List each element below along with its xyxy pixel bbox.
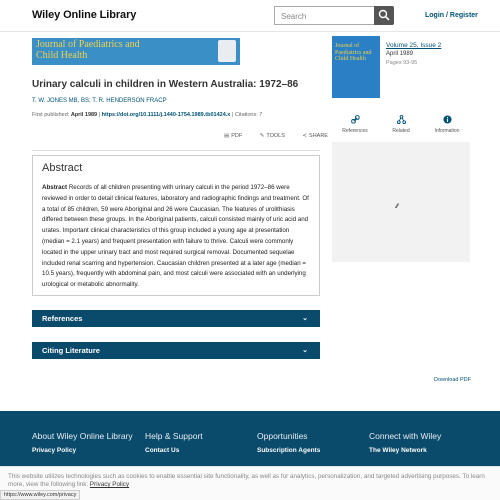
divider [32,150,320,151]
article-tools [224,133,344,139]
pdf-button[interactable]: ▤ PDF [224,133,243,139]
footer-heading-help: Help & Support [145,431,203,441]
publication-info: First published: April 1989 | https://doi.org/10.1111/j.1440-1754.1989.tb01424.x | Citations: 7 [32,112,263,118]
issue-cover-title: Journal of Paediatrics and Child Health [335,43,372,62]
footer-link-subscription-agents[interactable]: Subscription Agents [257,447,321,454]
citations-count[interactable]: Citations: 7 [234,112,263,118]
issue-cover[interactable] [332,36,380,98]
references-accordion[interactable]: References ⌄ [32,310,320,327]
abstract-body: Abstract Records of all children presenting with urinary calculi in the period 1972–86 were reviewed in order to detail clinical features, laboratory and radiographic findings and treatment. Of a total of 85 children, 59 were Aboriginal and 26 were Caucasian. The features of urolithiasis differed between these groups. In the Aboriginal patients, calculi consisted mainly of uric acid and urates. Important clinical characteristics of this group included a young age at presentation (median = 2.1 years) and frequent presentation with failure to thrive. Calculi were commonly located in the upper urinary tract and most required surgical removal. Documented sequelae included renal scarring and hypertension. Caucasian children presented at a later age (median = 10.5 years), frequently with abdominal pain, and most calculi were associated with an underlying urological or metabolic abnormality. [42,184,309,289]
journal-banner-title: Journal of Paediatrics and Child Health [36,39,140,61]
share-button[interactable]: ≺ SHARE [302,133,328,139]
share-icon: ≺ [302,133,308,139]
browser-status-url: https://www.wiley.com/privacy [0,490,80,500]
info-icon [443,115,452,124]
loading-spinner-icon: ⁄⁄⁄⁄ [396,204,399,210]
wrench-icon: ✎ [259,133,265,139]
footer-heading-about: About Wiley Online Library [32,431,133,441]
side-tabs [332,115,470,138]
issue-date: April 1989 [386,51,414,57]
chevron-down-icon: ⌄ [302,315,308,322]
footer-link-contact[interactable]: Contact Us [145,447,180,454]
crest-icon [218,40,236,62]
search-input[interactable]: Search [274,6,374,25]
issue-pages: Pages 93-95 [386,60,418,66]
side-panel-content [332,140,470,262]
chevron-down-icon: ⌄ [302,347,308,354]
issue-volume-link[interactable]: Volume 25, Issue 2 [386,42,442,49]
abstract-heading: Abstract [42,162,83,174]
footer-heading-opportunities: Opportunities [257,431,308,441]
article-title: Urinary calculi in children in Western Australia: 1972–86 [32,79,299,90]
site-logo[interactable]: Wiley Online Library [32,9,137,21]
search-button[interactable] [374,6,394,25]
footer-heading-connect: Connect with Wiley [369,431,442,441]
link-icon [351,115,360,124]
doi-link[interactable]: https://doi.org/10.1111/j.1440-1754.1989.tb01424.x [101,112,231,118]
tools-button[interactable]: ✎ TOOLS [259,133,285,139]
download-pdf-link[interactable]: Download PDF [434,377,471,383]
citing-literature-accordion[interactable]: Citing Literature ⌄ [32,342,320,359]
footer-link-privacy[interactable]: Privacy Policy [32,447,77,454]
footer-link-wiley-network[interactable]: The Wiley Network [369,447,427,454]
journal-banner[interactable] [32,38,240,65]
search-icon [378,9,390,21]
login-register-link[interactable]: Login / Register [425,12,478,19]
network-icon [397,115,406,124]
tab-related[interactable]: Related [378,115,424,134]
tab-references[interactable]: References [332,115,378,134]
pdf-icon: ▤ [224,133,230,139]
tab-information[interactable]: Information [424,115,470,134]
top-header [0,0,500,32]
abstract-section [32,155,320,296]
publication-date: April 1989 [70,112,98,118]
cookie-privacy-link[interactable]: Privacy Policy [89,481,130,488]
article-authors[interactable]: T. W. JONES MB, BS; T. R. HENDERSON FRACP [32,98,167,104]
cookie-notice: This website utilizes technologies such as cookies to enable essential site functionality, as well as for analytics, personalization, and targeted advertising purposes. To learn more, view the following link: Privacy Policy [8,473,485,488]
